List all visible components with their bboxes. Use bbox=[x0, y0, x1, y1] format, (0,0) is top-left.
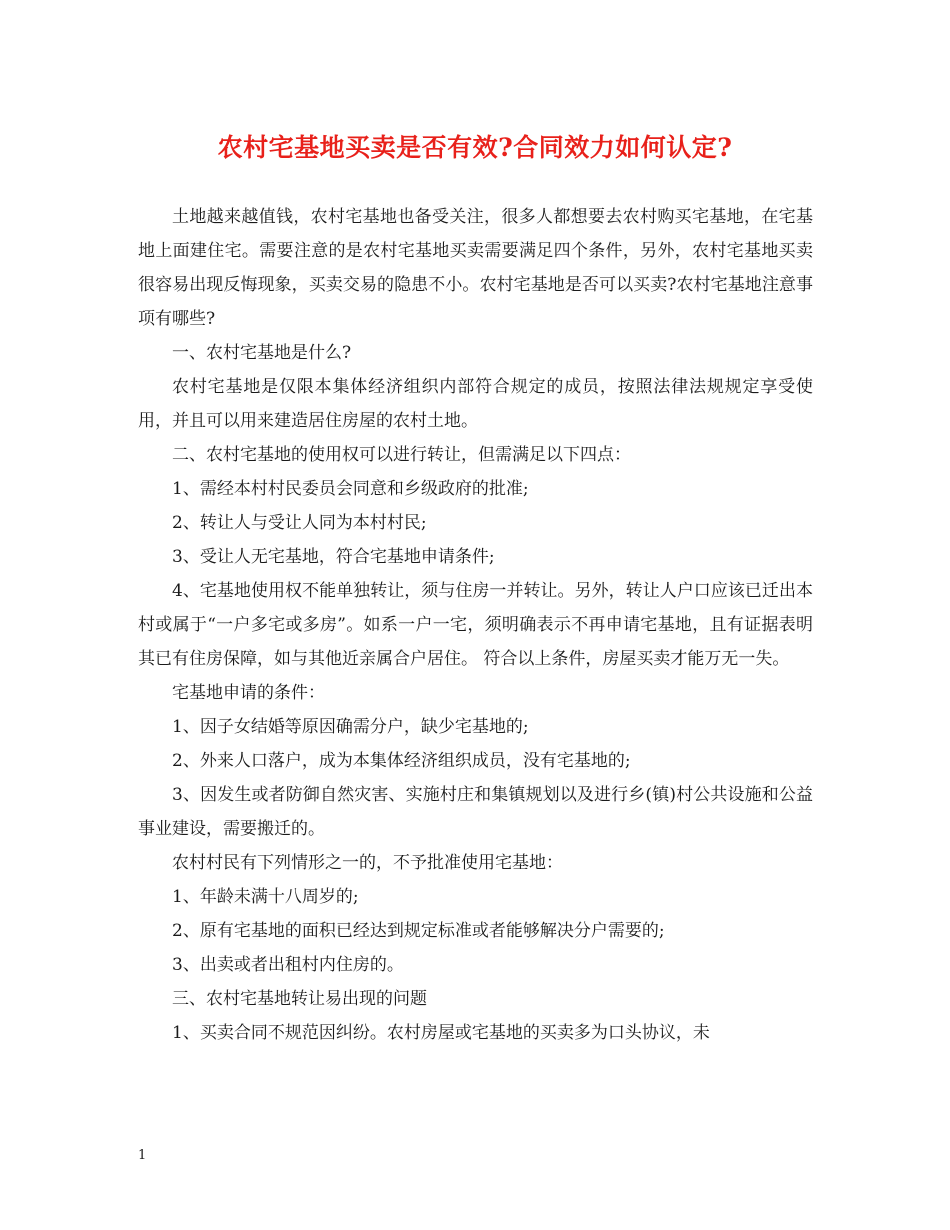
section-heading: 三、农村宅基地转让易出现的问题 bbox=[172, 989, 427, 1009]
sub-heading: 宅基地申请的条件： bbox=[172, 683, 325, 703]
list-item: 1、需经本村村民委员会同意和乡级政府的批准; bbox=[172, 479, 529, 499]
page-title: 农村宅基地买卖是否有效?合同效力如何认定? bbox=[217, 133, 733, 162]
section-heading: 二、农村宅基地的使用权可以进行转让，但需满足以下四点： bbox=[172, 445, 631, 465]
list-item: 2、外来人口落户，成为本集体经济组织成员，没有宅基地的; bbox=[172, 751, 631, 771]
page-number: 1 bbox=[138, 1148, 147, 1163]
body-text bbox=[138, 200, 813, 1050]
list-item: 1、买卖合同不规范因纠纷。农村房屋或宅基地的买卖多为口头协议，未 bbox=[172, 1023, 710, 1043]
paragraph: 农村宅基地是仅限本集体经济组织内部符合规定的成员，按照法律法规规定享受使用，并且可以用来建造居住房屋的农村土地。 bbox=[138, 377, 813, 431]
list-item: 3、受让人无宅基地，符合宅基地申请条件; bbox=[172, 547, 495, 567]
list-item: 2、转让人与受让人同为本村村民; bbox=[172, 513, 427, 533]
list-item: 3、出卖或者出租村内住房的。 bbox=[172, 955, 404, 975]
section-heading: 一、农村宅基地是什么? bbox=[172, 343, 352, 363]
sub-heading: 农村村民有下列情形之一的，不予批准使用宅基地： bbox=[172, 853, 563, 873]
list-item: 2、原有宅基地的面积已经达到规定标准或者能够解决分户需要的; bbox=[172, 921, 665, 941]
list-item: 1、因子女结婚等原因确需分户，缺少宅基地的; bbox=[172, 717, 529, 737]
list-item: 1、年龄未满十八周岁的; bbox=[172, 887, 359, 907]
list-item: 3、因发生或者防御自然灾害、实施村庄和集镇规划以及进行乡(镇)村公共设施和公益事业建设，需要搬迁的。 bbox=[138, 785, 813, 839]
paragraph: 土地越来越值钱，农村宅基地也备受关注，很多人都想要去农村购买宅基地，在宅基地上面建住宅。需要注意的是农村宅基地买卖需要满足四个条件，另外，农村宅基地买卖很容易出现反悔现象，买卖交易的隐患不小。农村宅基地是否可以买卖?农村宅基地注意事项有哪些? bbox=[138, 207, 813, 329]
list-item: 4、宅基地使用权不能单独转让，须与住房一并转让。另外，转让人户口应该已迁出本村或属于“一户多宅或多房”。如系一户一宅，须明确表示不再申请宅基地，且有证据表明其已有住房保障，如与其他近亲属合户居住。 符合以上条件，房屋买卖才能万无一失。 bbox=[138, 581, 813, 669]
